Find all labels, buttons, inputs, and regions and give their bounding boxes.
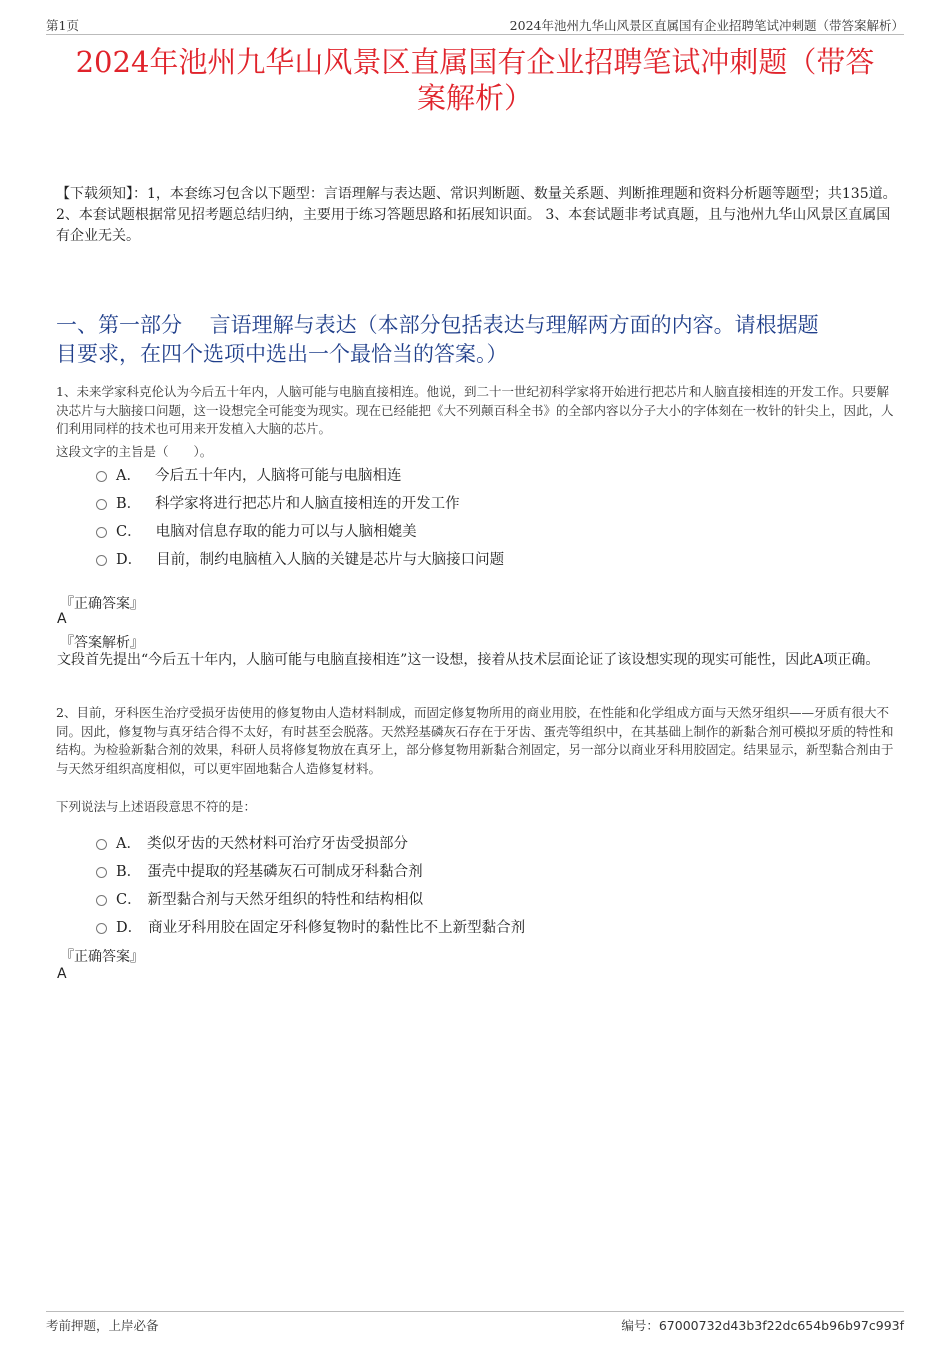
question-1-option-b[interactable]: B． 科学家将进行把芯片和人脑直接相连的开发工作 (96, 491, 460, 513)
download-notice: 【下载须知】：1，本套练习包含以下题型：言语理解与表达题、常识判断题、数量关系题、判断推理题和资料分析题等题型；共135道。 2、本套试题根据常见招考题总结归纳，主要用于练习答题思路和拓展知识面。 3、本套试题非考试真题，且与池州九华山风景区直属国有企业无关。 (56, 186, 897, 244)
section-heading-line-2: 目要求，在四个选项中选出一个最恰当的答案。） (56, 342, 508, 366)
radio-icon[interactable] (96, 499, 107, 510)
question-1-option-c[interactable]: C． 电脑对信息存取的能力可以与人脑相媲美 (96, 519, 417, 541)
footer-slogan: 考前押题，上岸必备 (46, 1318, 159, 1333)
page-footer (46, 1311, 904, 1334)
question-2-option-d[interactable]: D． 商业牙科用胶在固定牙科修复物时的黏性比不上新型黏合剂 (96, 915, 525, 937)
question-2-prompt: 下列说法与上述语段意思不符的是： (56, 799, 257, 814)
radio-icon[interactable] (96, 867, 107, 878)
question-2-stem: 2、目前，牙科医生治疗受损牙齿使用的修复物由人造材料制成，而固定修复物所用的商业用胶，在性能和化学组成方面与天然牙组织——牙质有很大不同。因此，修复物与真牙结合得不太好，有时甚至会脱落。天然羟基磷灰石存在于牙齿、蛋壳等组织中，在其基础上制作的新黏合剂可模拟牙质的特性和结构。为检验新黏合剂的效果，科研人员将修复物放在真牙上，部分修复物用新黏合剂固定，另一部分以商业牙科用胶固定。结果显示，新型黏合剂由于与天然牙组织高度相似，可以更牢固地黏合人造修复材料。 (56, 705, 894, 776)
question-1-answer-label: 『正确答案』 (60, 596, 144, 612)
question-1-analysis-label: 『答案解析』 (60, 635, 144, 651)
footer-code: 编号：67000732d43b3f22dc654b96b97c993f (621, 1318, 904, 1333)
question-2-answer: A (57, 966, 67, 982)
radio-icon[interactable] (96, 527, 107, 538)
radio-icon[interactable] (96, 839, 107, 850)
page-title-line-1: 2024年池州九华山风景区直属国有企业招聘笔试冲刺题（带答 (75, 45, 875, 79)
question-1-answer: A (57, 611, 67, 627)
question-2-option-a[interactable]: A． 类似牙齿的天然材料可治疗牙齿受损部分 (96, 831, 408, 853)
page-title-line-2: 案解析） (416, 81, 533, 115)
question-2-answer-label: 『正确答案』 (60, 949, 144, 965)
question-2-option-b[interactable]: B． 蛋壳中提取的羟基磷灰石可制成牙科黏合剂 (96, 859, 423, 881)
radio-icon[interactable] (96, 923, 107, 934)
section-heading (56, 311, 898, 369)
question-1-option-a[interactable]: A． 今后五十年内，人脑将可能与电脑相连 (96, 463, 401, 485)
radio-icon[interactable] (96, 555, 107, 566)
header-doc-title: 2024年池州九华山风景区直属国有企业招聘笔试冲刺题（带答案解析） (509, 18, 904, 33)
question-1-option-d[interactable]: D． 目前，制约电脑植入人脑的关键是芯片与大脑接口问题 (96, 547, 504, 569)
page-title (46, 44, 904, 116)
question-2-option-c[interactable]: C． 新型黏合剂与天然牙组织的特性和结构相似 (96, 887, 423, 909)
section-heading-line-1: 一、第一部分 言语理解与表达（本部分包括表达与理解两方面的内容。请根据题 (56, 313, 819, 337)
radio-icon[interactable] (96, 895, 107, 906)
question-1-stem: 1、未来学家科克伦认为今后五十年内，人脑可能与电脑直接相连。他说，到二十一世纪初科学家将开始进行把芯片和人脑直接相连的开发工作。只要解决芯片与大脑接口问题，这一设想完全可能变为现实。现在已经能把《大不列颠百科全书》的全部内容以分子大小的字体刻在一枚针的针尖上，因此，人们利用同样的技术也可用来开发植入大脑的芯片。 (56, 384, 894, 436)
page-header (46, 14, 904, 35)
question-1-analysis: 文段首先提出“今后五十年内，人脑可能与电脑直接相连”这一设想，接着从技术层面论证了该设想实现的现实可能性，因此A项正确。 (57, 652, 880, 668)
radio-icon[interactable] (96, 471, 107, 482)
question-1-prompt: 这段文字的主旨是（ ）。 (56, 444, 213, 459)
page-number: 第1页 (46, 18, 79, 33)
